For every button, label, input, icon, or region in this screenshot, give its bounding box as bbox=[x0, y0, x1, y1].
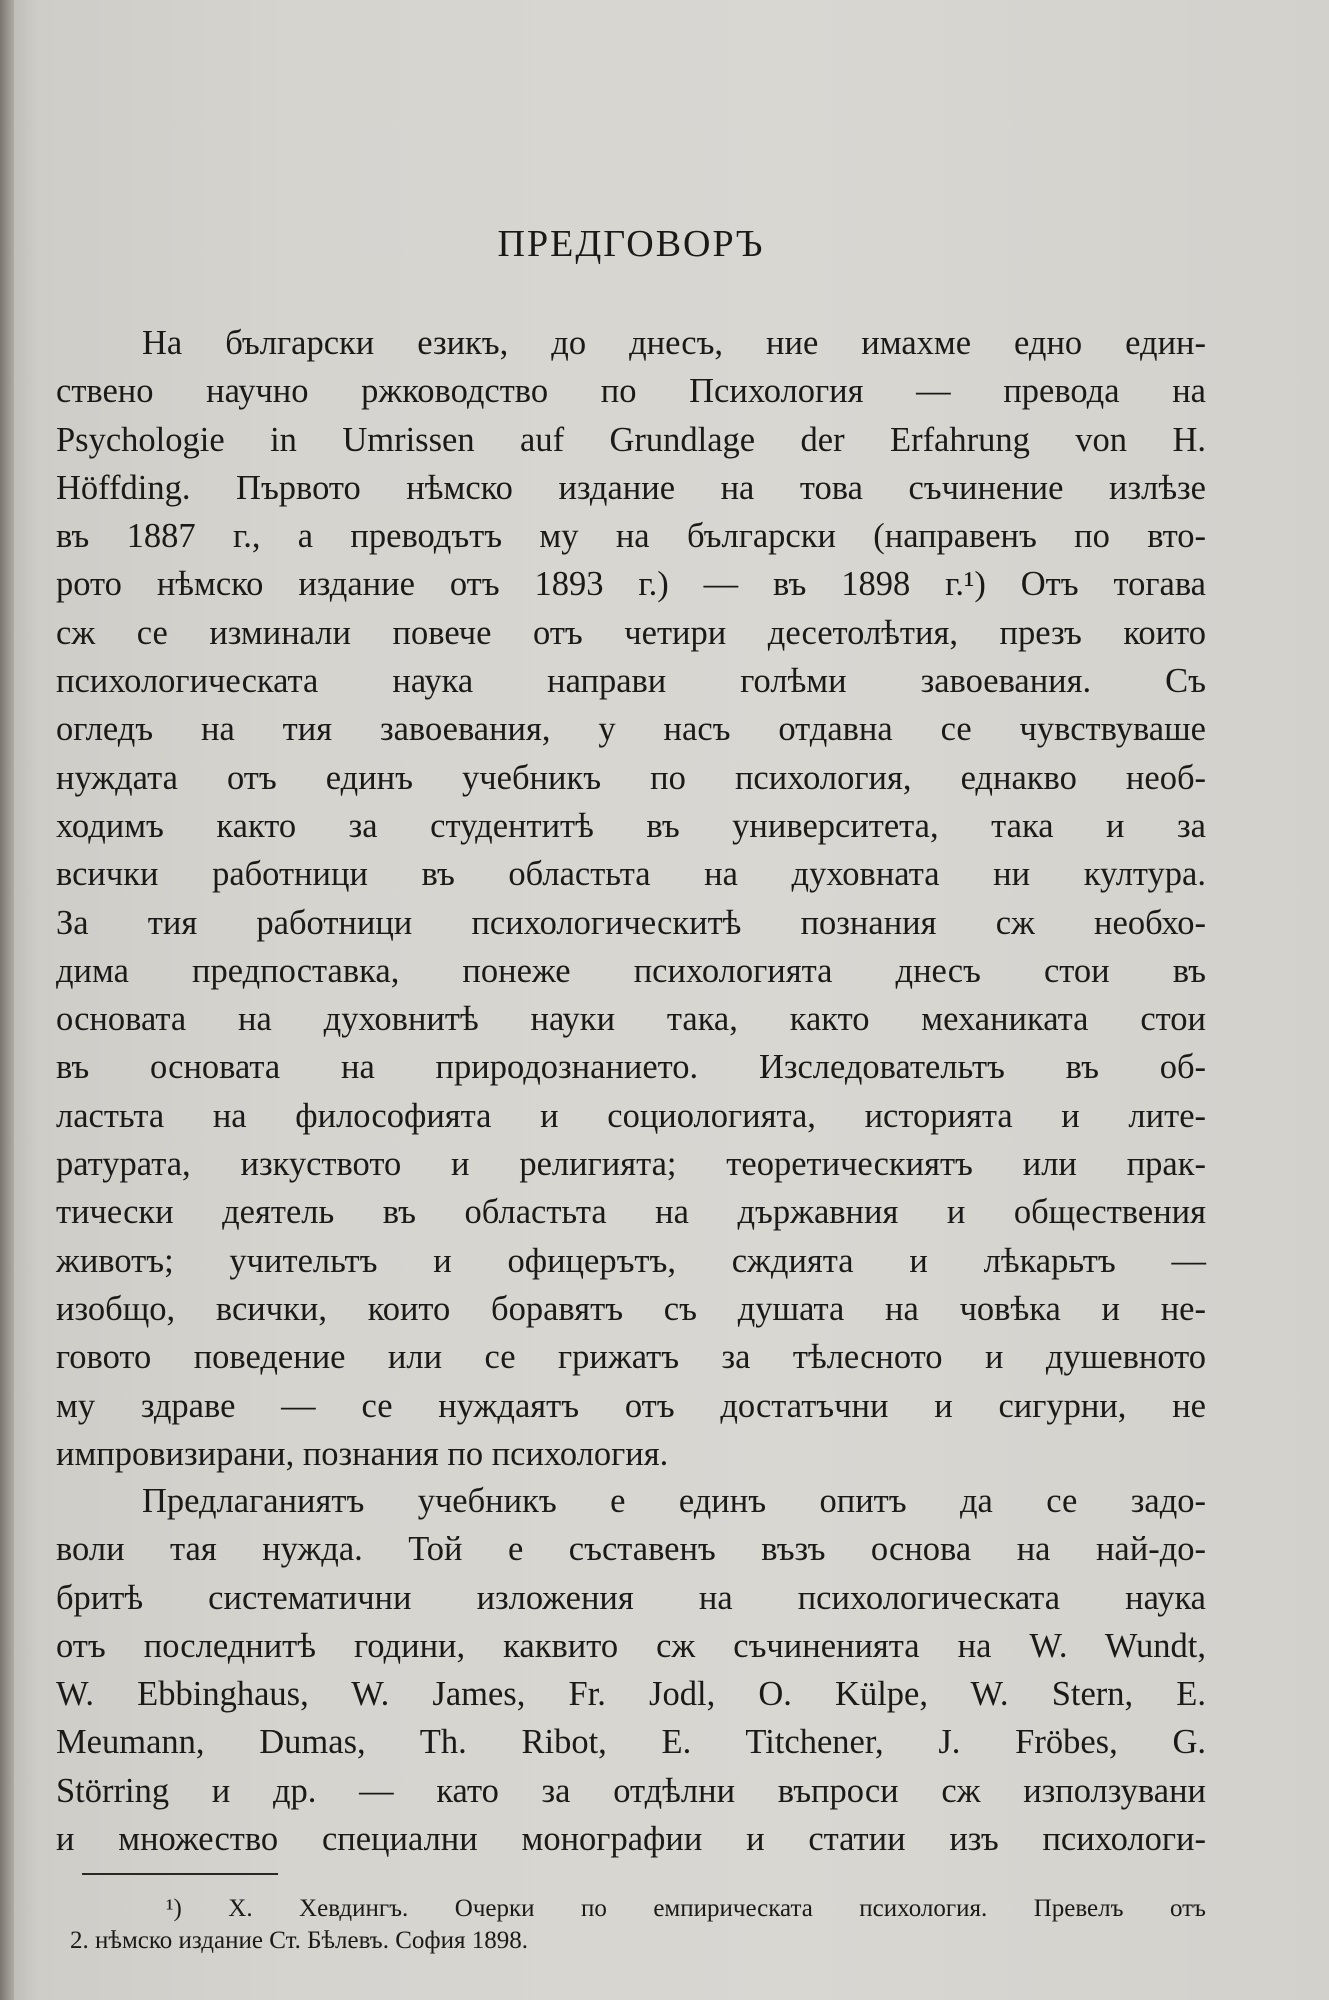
text-line: ратурата, изкуството и религията; теоретическиятъ или прак- bbox=[56, 1145, 1206, 1184]
text-line: За тия работници психологическитѣ познания сж необхо- bbox=[56, 903, 1206, 942]
text-line: бритѣ систематични изложения на психологическата наука bbox=[56, 1578, 1206, 1617]
text-line: животъ; учительтъ и офицерътъ, сждията и лѣкарьтъ — bbox=[56, 1241, 1206, 1280]
text-line: огледъ на тия завоевания, у насъ отдавна се чувствуваше bbox=[56, 710, 1206, 749]
text-line: ствено научно ржководство по Психология — превода на bbox=[56, 372, 1206, 411]
text-line: На български езикъ, до днесъ, ние имахме едно един- bbox=[142, 324, 1206, 362]
paragraph-1 bbox=[56, 319, 1206, 1478]
text-line: W. Ebbinghaus, W. James, Fr. Jodl, O. Külpe, W. Stern, E. bbox=[56, 1675, 1206, 1714]
text-line: и множество специални монографии и статии изъ психологи- bbox=[56, 1820, 1206, 1859]
text-line: ходимъ както за студентитѣ въ университета, така и за bbox=[56, 806, 1206, 845]
text-line: въ основата на природознанието. Изследовательтъ въ об- bbox=[56, 1048, 1206, 1087]
text-line: Höffding. Първото нѣмско издание на това съчинение излѣзе bbox=[56, 468, 1206, 507]
page-title: ПРЕДГОВОРЪ bbox=[497, 223, 765, 265]
text-line: нуждата отъ единъ учебникъ по психология, еднакво необ- bbox=[56, 758, 1206, 797]
book-spine-shadow bbox=[0, 0, 14, 2000]
footnote-line: ¹) Х. Хевдингъ. Очерки по емпирическата психология. Превелъ отъ bbox=[166, 1895, 1206, 1922]
text-line: дима предпоставка, понеже психологията днесъ стои въ bbox=[56, 951, 1206, 990]
text-line: говото поведение или се грижатъ за тѣлесното и душевното bbox=[56, 1338, 1206, 1377]
footnote-line: 2. нѣмско издание Ст. Бѣлевъ. София 1898. bbox=[70, 1927, 528, 1954]
text-line: въ 1887 г., а преводътъ му на български (направенъ по вто- bbox=[56, 517, 1206, 556]
paragraph-2 bbox=[56, 1477, 1206, 1863]
text-line: сж се изминали повече отъ четири десетолѣтия, презъ които bbox=[56, 613, 1206, 652]
text-line: Предлаганиятъ учебникъ е единъ опитъ да се задо- bbox=[142, 1482, 1206, 1520]
footnote-separator bbox=[82, 1873, 278, 1875]
text-line: Störring и др. — като за отдѣлни въпроси сж използувани bbox=[56, 1771, 1206, 1810]
text-line: Meumann, Dumas, Th. Ribot, E. Titchener, J. Fröbes, G. bbox=[56, 1723, 1206, 1762]
text-line: му здраве — се нуждаятъ отъ достатъчни и сигурни, не bbox=[56, 1386, 1206, 1425]
text-line: основата на духовнитѣ науки така, както механиката стои bbox=[56, 1000, 1206, 1039]
text-line: ластьта на философията и социологията, историята и лите- bbox=[56, 1096, 1206, 1135]
text-line: Psychologie in Umrissen auf Grundlage der Erfahrung von H. bbox=[56, 420, 1206, 459]
text-line: рото нѣмско издание отъ 1893 г.) — въ 1898 г.¹) Отъ тогава bbox=[56, 565, 1206, 604]
footnote bbox=[70, 1893, 1206, 1957]
text-line: психологическата наука направи голѣми завоевания. Съ bbox=[56, 662, 1206, 701]
text-line: импровизирани, познания по психология. bbox=[56, 1434, 669, 1473]
text-line: воли тая нужда. Той е съставенъ възъ основа на най-до- bbox=[56, 1530, 1206, 1569]
text-line: тически деятель въ областьта на държавния и обществения bbox=[56, 1193, 1206, 1232]
text-line: всички работници въ областьта на духовната ни култура. bbox=[56, 855, 1206, 894]
text-line: изобщо, всички, които боравятъ съ душата на човѣка и не- bbox=[56, 1289, 1206, 1328]
text-line: отъ последнитѣ години, каквито сж съчиненията на W. Wundt, bbox=[56, 1626, 1206, 1665]
